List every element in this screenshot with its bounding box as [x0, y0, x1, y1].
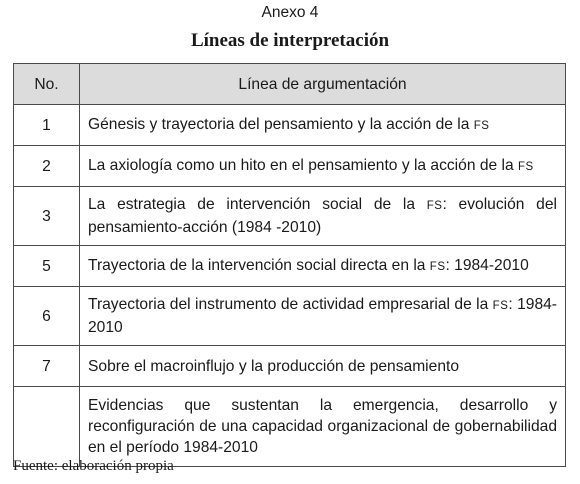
row-number: 3 [14, 187, 80, 246]
row-text [80, 387, 566, 467]
table-row [14, 146, 566, 187]
row-text-main: Sobre el macroinflujo y la producción de pensamiento [88, 357, 459, 375]
row-abbr: FS [492, 300, 509, 312]
row-text-main: Génesis y trayectoria del pensamiento y la acción de la [88, 115, 474, 133]
row-number: 7 [14, 346, 80, 387]
row-number: 2 [14, 146, 80, 187]
row-text-main: Evidencias que sustentan la emergencia, desarrollo y reconfiguración de una capacidad organizacional de gobernabilidad en el período 1984-2010 [88, 397, 557, 456]
row-number: 5 [14, 246, 80, 287]
row-text [80, 187, 566, 246]
row-number: 6 [14, 287, 80, 346]
row-text-main: Trayectoria de la intervención social directa en la [88, 256, 430, 274]
table-row [14, 287, 566, 346]
table-row [14, 246, 566, 287]
source-note: Fuente: elaboración propia [13, 458, 174, 474]
row-text-main: Trayectoria del instrumento de actividad empresarial de la [88, 296, 493, 313]
row-text [80, 246, 566, 287]
row-number: 1 [14, 105, 80, 146]
row-text-main: La estrategia de intervención social de la [88, 196, 427, 213]
table-row [14, 187, 566, 246]
row-abbr: FS [473, 119, 490, 132]
table-row [14, 346, 566, 387]
row-text-rest: : 1984-2010 [445, 256, 529, 274]
row-abbr: FS [429, 260, 446, 273]
table-header-row [14, 64, 566, 105]
table-row [14, 387, 566, 467]
row-abbr: FS [426, 200, 443, 212]
row-text-main: La axiología como un hito en el pensamiento y la acción de la [88, 156, 518, 174]
row-text [80, 105, 566, 146]
row-text [80, 346, 566, 387]
table-row [14, 105, 566, 146]
row-abbr: FS [517, 160, 534, 173]
header-number: No. [14, 64, 80, 105]
annex-label: Anexo 4 [261, 4, 319, 21]
row-number [14, 387, 80, 467]
row-text-rest: : evolución del pensamiento-acción (1984 -2010) [88, 196, 557, 236]
row-text-rest: : 1984-2010 [88, 296, 557, 336]
row-text [80, 287, 566, 346]
interpretation-table [13, 63, 566, 467]
table-title: Líneas de interpretación [190, 30, 390, 51]
row-text [80, 146, 566, 187]
header-line: Línea de argumentación [80, 64, 566, 105]
